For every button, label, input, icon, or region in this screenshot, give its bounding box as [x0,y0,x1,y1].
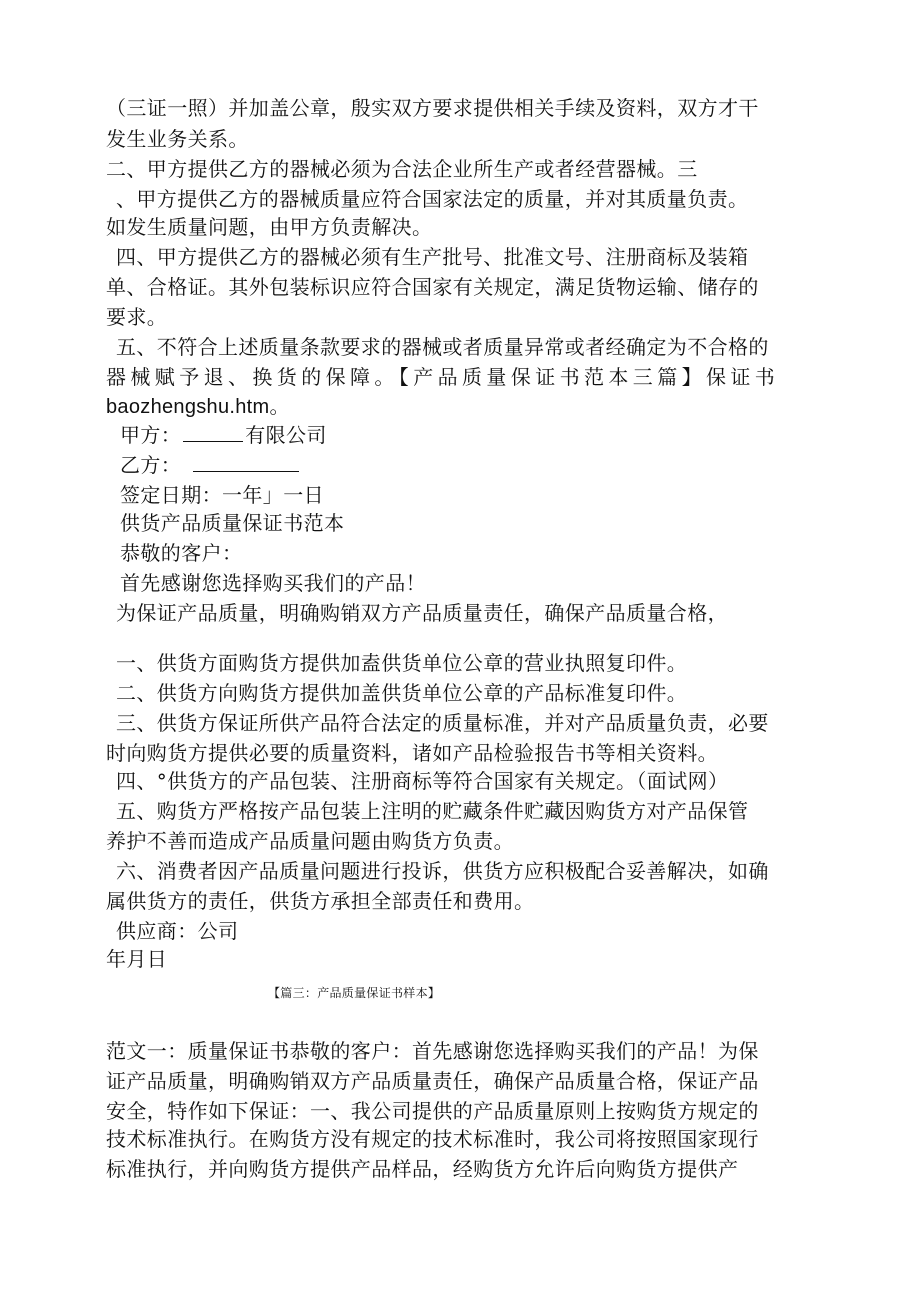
text-line: 供应商：公司 [116,919,239,943]
blank-underline [183,423,243,442]
text-line: 四、甲方提供乙方的器械必须有生产批号、批准文号、注册商标及装箱 [116,245,749,269]
text-line: 范文一：质量保证书恭敬的客户：首先感谢您选择购买我们的产品！为保 [106,1039,759,1063]
text-line: 单、合格证。其外包装标识应符合国家有关规定，满足货物运输、储存的 [106,275,759,299]
text-line: 四、°供货方的产品包装、注册商标等符合国家有关规定。（面试网） [116,769,729,793]
party-a-line [120,421,327,450]
text-line: （三证一照）并加盖公章，殷实双方要求提供相关手续及资料，双方才干 [106,96,759,120]
text-line: 时向购货方提供必要的质量资料，诸如产品检验报告书等相关资料。 [106,741,718,765]
party-a-label: 甲方： [120,423,182,447]
text-line: 安全，特作如下保证：一、我公司提供的产品质量原则上按购货方规定的 [106,1099,759,1123]
section-heading: 【篇三：产品质量保证书样本】 [268,986,441,1000]
text-line: 养护不善而造成产品质量问题由购货方负责。 [106,829,514,853]
party-b-label: 乙方： [120,453,182,477]
text-line: 标准执行，并向购货方提供产品样品，经购货方允许后向购货方提供产 [106,1157,739,1181]
text-line: 一、供货方面购货方提供加盍供货单位公章的营业执照复印件。 [116,651,688,675]
text-line: 二、供货方向购货方提供加盖供货单位公章的产品标准复印件。 [116,681,688,705]
blank-underline [193,453,299,472]
text-line: 五、不符合上述质量条款要求的器械或者质量异常或者经确定为不合格的 [116,335,769,359]
text-line: 签定日期：一年」一日 [120,483,324,507]
text-line: 六、消费者因产品质量问题进行投诉，供货方应积极配合妥善解决，如确 [116,859,769,883]
text-line: 属供货方的责任，供货方承担全部责任和费用。 [106,889,535,913]
text-line: 年月日 [106,947,168,971]
text-line: 器械赋予退、换货的保障。【产品质量保证书范本三篇】保证书 [106,365,780,389]
text-line: baozhengshu.htm。 [106,396,290,418]
text-line: 恭敬的客户： [120,541,243,565]
party-b-line [120,451,301,480]
text-line: 二、甲方提供乙方的器械必须为合法企业所生产或者经营器械。三 [106,157,698,181]
text-line: 要求。 [106,305,168,329]
text-line: 三、供货方保证所供产品符合法定的质量标准，并对产品质量负责，必要 [116,711,769,735]
text-line: 为保证产品质量，明确购销双方产品质量责任，确保产品质量合格， [116,601,728,625]
text-line: 技术标准执行。在购货方没有规定的技术标准时，我公司将按照国家现行 [106,1127,759,1151]
text-line: 、甲方提供乙方的器械质量应符合国家法定的质量，并对其质量负责。 [116,187,749,211]
text-line: 证产品质量，明确购销双方产品质量责任，确保产品质量合格，保证产品 [106,1069,759,1093]
text-line: 如发生质量问题，由甲方负责解决。 [106,215,433,239]
text-line: 发生业务关系。 [106,127,249,151]
text-line: 五、购货方严格按产品包装上注明的贮藏条件贮藏因购货方对产品保管 [116,799,749,823]
text-line: 首先感谢您选择购买我们的产品！ [120,571,426,595]
text-line: 供货产品质量保证书范本 [120,511,345,535]
party-a-suffix: 有限公司 [245,423,327,447]
